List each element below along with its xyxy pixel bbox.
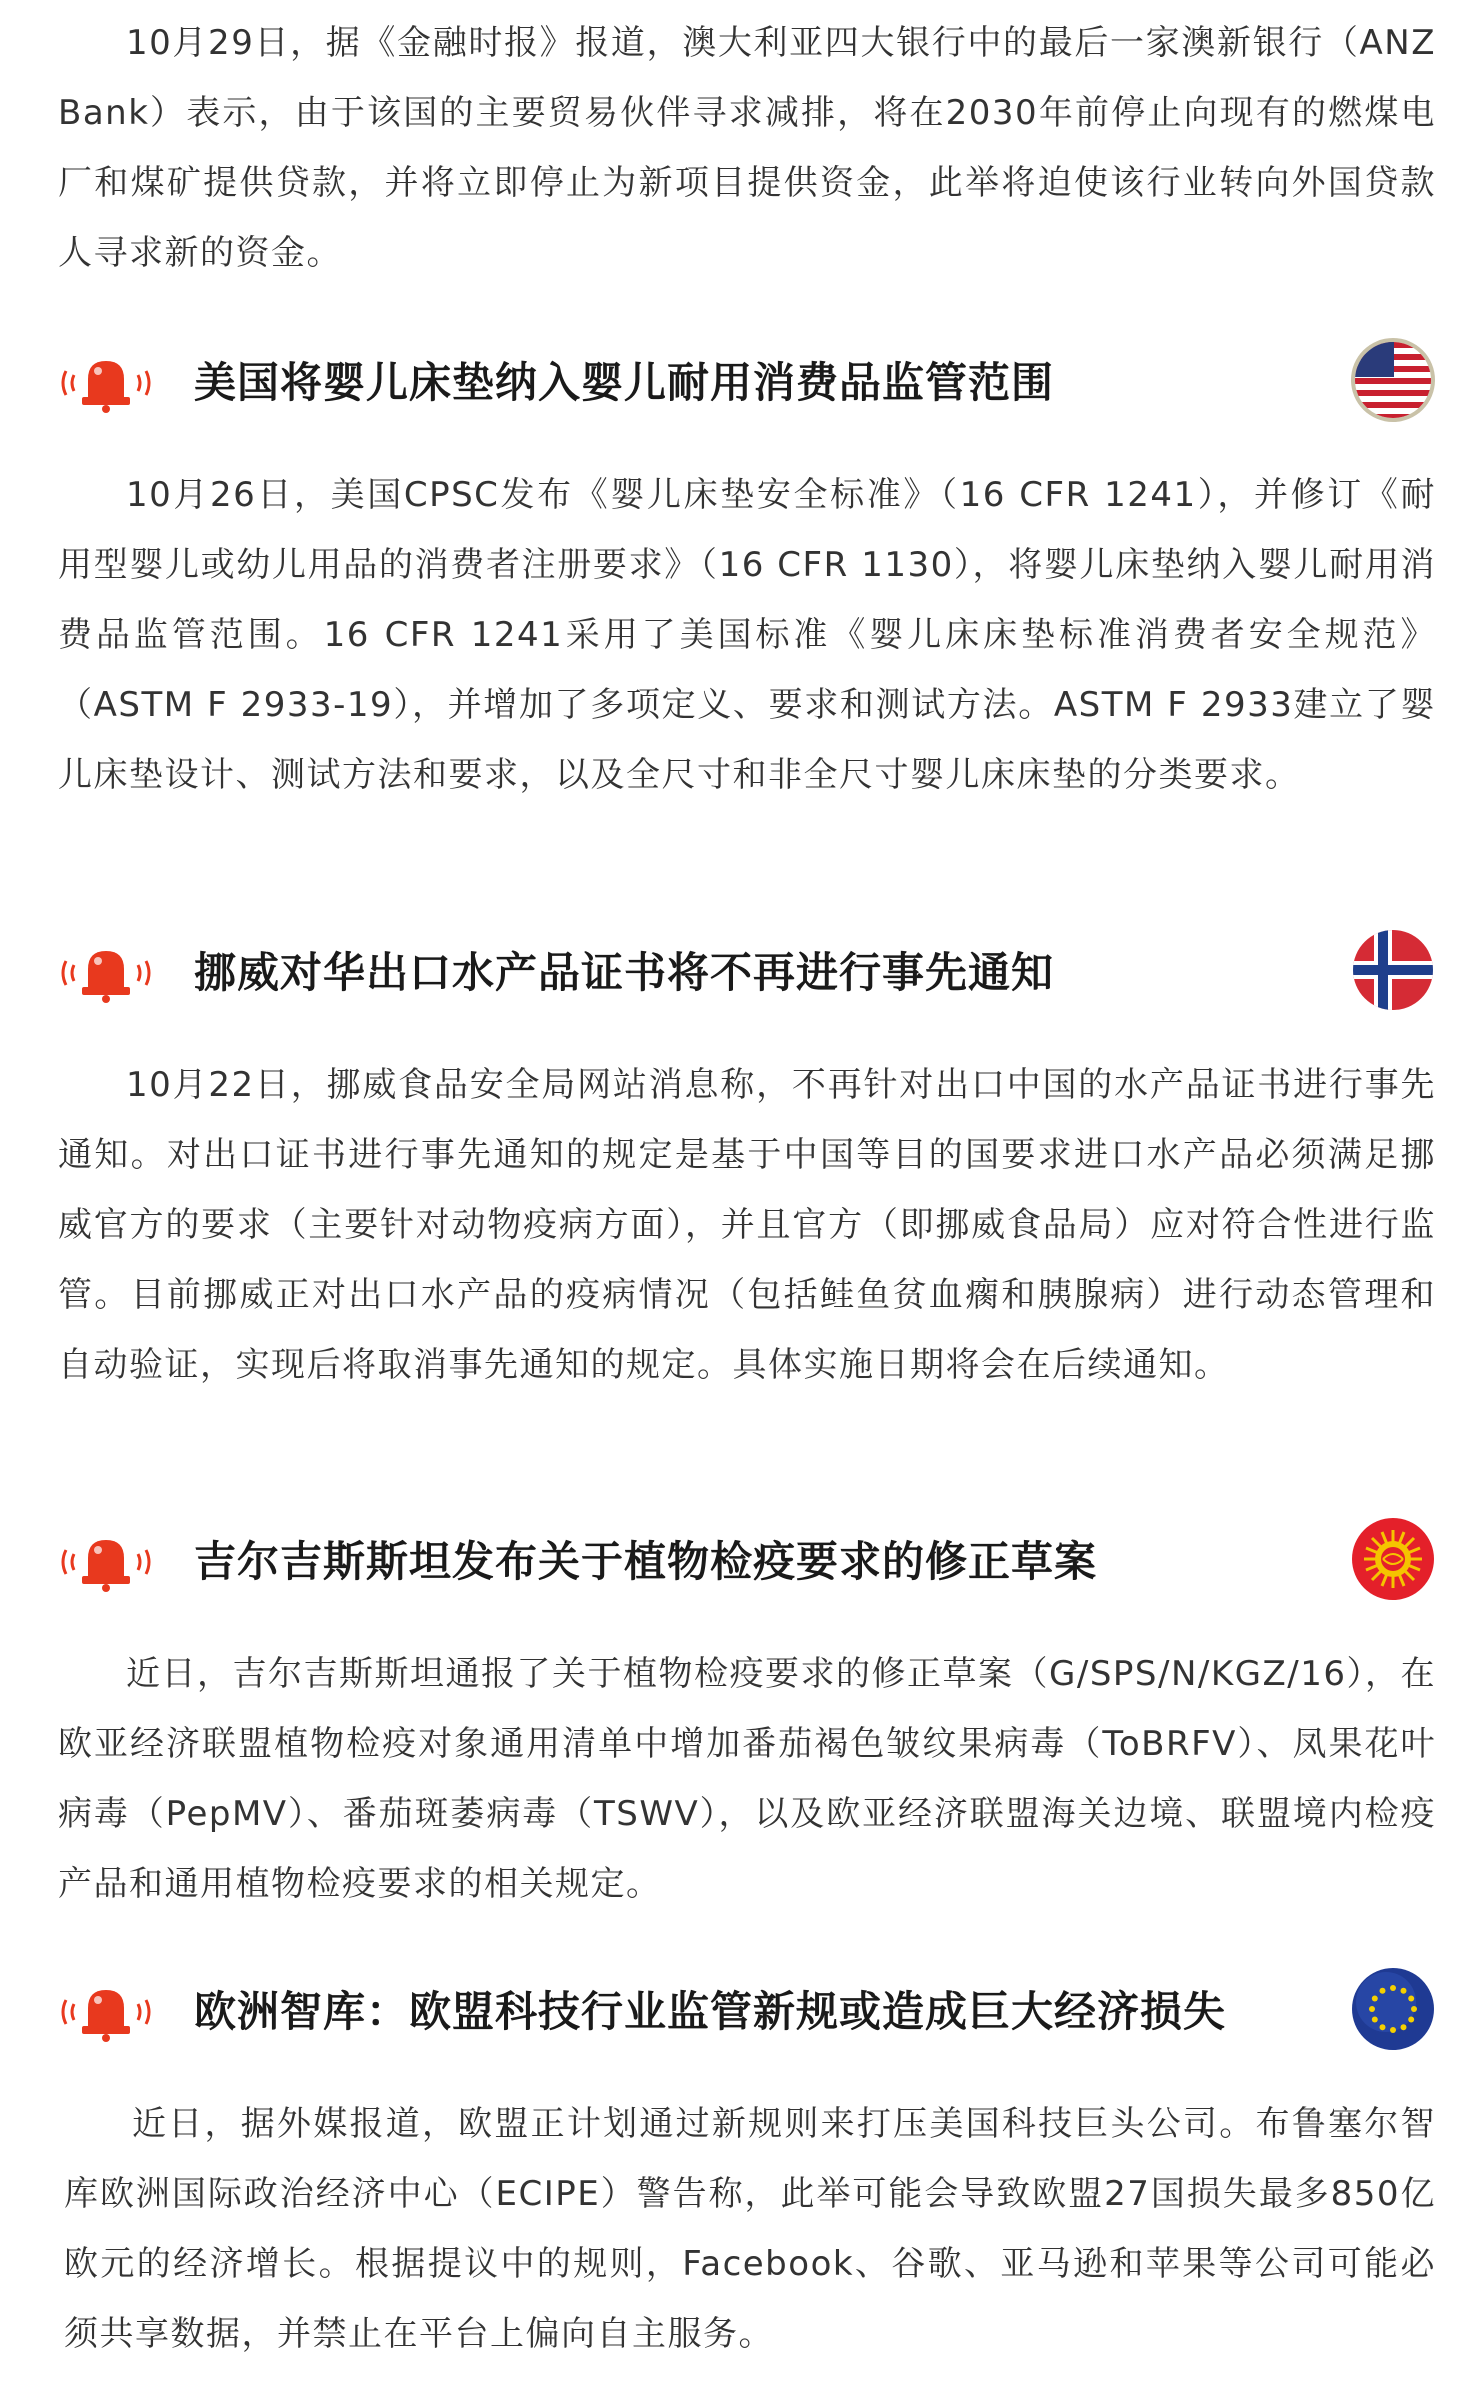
section-body-kyrgyzstan: 近日，吉尔吉斯斯坦通报了关于植物检疫要求的修正草案（G/SPS/N/KGZ/16），在欧亚经济联盟植物检疫对象通用清单中增加番茄褐色皱纹果病毒（ToBRFV）、凤果花叶病毒（PepMV）、番茄斑萎病毒（TSWV），以及欧亚经济联盟海关边境、联盟境内检疫产品和通用植物检疫要求的相关规定。: [58, 1654, 1436, 1904]
alarm-bell-icon: [58, 1980, 154, 2044]
alarm-bell-icon: [58, 1530, 154, 1594]
section-title-eu: 欧洲智库：欧盟科技行业监管新规或造成巨大经济损失: [194, 1987, 1227, 2036]
intro-paragraph: 10月29日，据《金融时报》报道，澳大利亚四大银行中的最后一家澳新银行（ANZ Bank）表示，由于该国的主要贸易伙伴寻求减排，将在2030年前停止向现有的燃煤电厂和煤矿提供贷款，并将立即停止为新项目提供资金，此举将迫使该行业转向外国贷款人寻求新的资金。: [58, 23, 1436, 273]
kyrgyzstan-flag-icon: [1350, 1516, 1436, 1602]
section-title-kyrgyzstan: 吉尔吉斯斯坦发布关于植物检疫要求的修正草案: [194, 1537, 1098, 1586]
norway-flag-icon: [1350, 927, 1436, 1013]
section-heading-kyrgyzstan: [58, 1512, 1436, 1612]
eu-flag-icon: [1350, 1966, 1436, 2052]
alarm-bell-icon: [58, 351, 154, 415]
section-heading-norway: [58, 923, 1436, 1023]
section-heading-eu: [58, 1962, 1436, 2062]
section-body-us: 10月26日，美国CPSC发布《婴儿床垫安全标准》（16 CFR 1241），并修订《耐用型婴儿或幼儿用品的消费者注册要求》（16 CFR 1130），将婴儿床垫纳入婴儿耐用消费品监管范围。16 CFR 1241采用了美国标准《婴儿床床垫标准消费者安全规范》（ASTM F 2933-19），并增加了多项定义、要求和测试方法。ASTM F 2933建立了婴儿床垫设计、测试方法和要求，以及全尺寸和非全尺寸婴儿床床垫的分类要求。: [58, 475, 1436, 795]
section-title-norway: 挪威对华出口水产品证书将不再进行事先通知: [194, 948, 1055, 997]
section-title-us: 美国将婴儿床垫纳入婴儿耐用消费品监管范围: [194, 358, 1055, 407]
section-body-eu: 近日，据外媒报道，欧盟正计划通过新规则来打压美国科技巨头公司。布鲁塞尔智库欧洲国际政治经济中心（ECIPE）警告称，此举可能会导致欧盟27国损失最多850亿欧元的经济增长。根据提议中的规则，Facebook、谷歌、亚马逊和苹果等公司可能必须共享数据，并禁止在平台上偏向自主服务。: [64, 2104, 1436, 2354]
section-body-norway: 10月22日，挪威食品安全局网站消息称，不再针对出口中国的水产品证书进行事先通知。对出口证书进行事先通知的规定是基于中国等目的国要求进口水产品必须满足挪威官方的要求（主要针对动物疫病方面），并且官方（即挪威食品局）应对符合性进行监管。目前挪威正对出口水产品的疫病情况（包括鲑鱼贫血瘸和胰腺病）进行动态管理和自动验证，实现后将取消事先通知的规定。具体实施日期将会在后续通知。: [58, 1065, 1436, 1385]
us-flag-icon: [1350, 337, 1436, 423]
alarm-bell-icon: [58, 941, 154, 1005]
section-heading-us: [58, 333, 1436, 433]
